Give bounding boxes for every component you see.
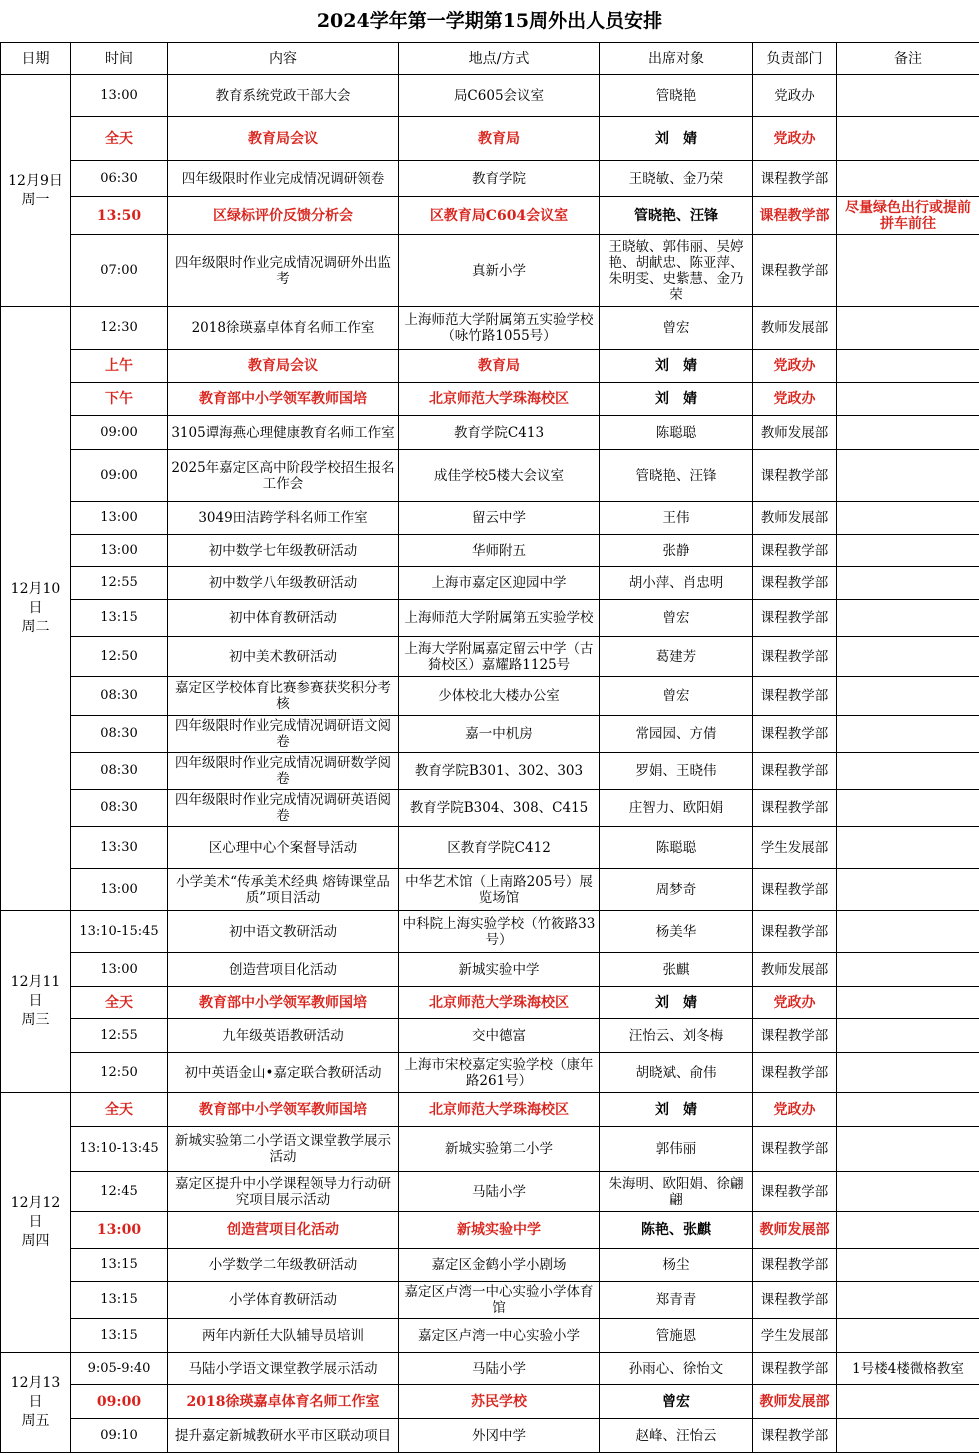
attendees-cell: 管晓艳 <box>600 75 753 117</box>
schedule-row <box>1 716 979 753</box>
place-cell: 区教育学院C412 <box>399 827 600 869</box>
attendees-cell: 赵峰、汪怡云 <box>600 1419 753 1453</box>
content-cell: 教育部中小学领军教师国培 <box>168 987 399 1019</box>
note-cell <box>837 117 979 161</box>
place-cell: 真新小学 <box>399 235 600 307</box>
time-cell: 09:00 <box>71 416 168 450</box>
dept-cell: 课程教学部 <box>753 1019 837 1053</box>
page-title: 2024学年第一学期第15周外出人员安排 <box>316 10 663 32</box>
schedule-row <box>1 987 979 1019</box>
dept-cell: 课程教学部 <box>753 911 837 953</box>
note-cell <box>837 987 979 1019</box>
content-cell: 提升嘉定新城教研水平市区联动项目 <box>168 1419 399 1453</box>
schedule-row <box>1 1319 979 1353</box>
place-cell: 教育局 <box>399 350 600 383</box>
schedule-row <box>1 953 979 987</box>
header-place: 地点/方式 <box>399 43 600 75</box>
content-cell: 3105谭海燕心理健康教育名师工作室 <box>168 416 399 450</box>
attendees-cell: 杨尘 <box>600 1249 753 1282</box>
header-row <box>1 43 979 75</box>
place-cell: 留云中学 <box>399 502 600 535</box>
schedule-row <box>1 383 979 416</box>
note-cell <box>837 567 979 600</box>
attendees-cell: 曾宏 <box>600 600 753 637</box>
dept-cell: 学生发展部 <box>753 827 837 869</box>
note-cell <box>837 161 979 197</box>
dept-cell: 党政办 <box>753 1093 837 1127</box>
note-cell <box>837 600 979 637</box>
place-cell: 教育学院C413 <box>399 416 600 450</box>
date-label: 12月11日 <box>10 974 61 1009</box>
dept-cell: 课程教学部 <box>753 753 837 790</box>
attendees-cell: 张麒 <box>600 953 753 987</box>
place-cell: 交中德富 <box>399 1019 600 1053</box>
schedule-row <box>1 1127 979 1172</box>
schedule-row <box>1 600 979 637</box>
time-cell: 13:10-13:45 <box>71 1127 168 1172</box>
note-cell <box>837 1385 979 1419</box>
dept-cell: 教师发展部 <box>753 1385 837 1419</box>
time-cell: 08:30 <box>71 677 168 716</box>
note-cell <box>837 1319 979 1353</box>
schedule-row <box>1 869 979 911</box>
note-cell <box>837 637 979 677</box>
attendees-cell: 胡小萍、肖忠明 <box>600 567 753 600</box>
header-note: 备注 <box>837 43 979 75</box>
content-cell: 教育系统党政干部大会 <box>168 75 399 117</box>
schedule-row <box>1 117 979 161</box>
date-cell <box>1 911 71 1093</box>
dept-cell: 课程教学部 <box>753 869 837 911</box>
attendees-cell: 管晓艳、汪锋 <box>600 197 753 235</box>
schedule-row <box>1 753 979 790</box>
dept-cell: 教师发展部 <box>753 502 837 535</box>
content-cell: 创造营项目化活动 <box>168 953 399 987</box>
place-cell: 上海大学附属嘉定留云中学（古猗校区）嘉耀路1125号 <box>399 637 600 677</box>
place-cell: 新城实验中学 <box>399 1212 600 1249</box>
schedule-row <box>1 790 979 827</box>
note-cell <box>837 1282 979 1319</box>
content-cell: 3049田洁跨学科名师工作室 <box>168 502 399 535</box>
attendees-cell: 刘 婧 <box>600 987 753 1019</box>
note-cell <box>837 677 979 716</box>
attendees-cell: 刘 婧 <box>600 1093 753 1127</box>
content-cell: 嘉定区提升中小学课程领导力行动研究项目展示活动 <box>168 1172 399 1212</box>
dept-cell: 党政办 <box>753 350 837 383</box>
schedule-row <box>1 1212 979 1249</box>
dept-cell: 课程教学部 <box>753 677 837 716</box>
attendees-cell: 庄智力、欧阳娟 <box>600 790 753 827</box>
attendees-cell: 王晓敏、郭伟丽、吴婷艳、胡献忠、陈亚萍、朱明雯、史紫慧、金乃荣 <box>600 235 753 307</box>
place-cell: 上海师范大学附属第五实验学校 <box>399 600 600 637</box>
content-cell: 初中英语金山•嘉定联合教研活动 <box>168 1053 399 1093</box>
content-cell: 初中美术教研活动 <box>168 637 399 677</box>
place-cell: 嘉定区卢湾一中心实验小学 <box>399 1319 600 1353</box>
content-cell: 初中语文教研活动 <box>168 911 399 953</box>
note-cell <box>837 450 979 502</box>
time-cell: 08:30 <box>71 753 168 790</box>
time-cell: 13:15 <box>71 1282 168 1319</box>
attendees-cell: 周梦奇 <box>600 869 753 911</box>
schedule-row <box>1 235 979 307</box>
attendees-cell: 管晓艳、汪锋 <box>600 450 753 502</box>
content-cell: 初中体育教研活动 <box>168 600 399 637</box>
note-cell <box>837 307 979 350</box>
date-label: 12月9日 <box>8 172 63 189</box>
attendees-cell: 曾宏 <box>600 307 753 350</box>
note-cell <box>837 953 979 987</box>
time-cell: 13:10-15:45 <box>71 911 168 953</box>
note-cell <box>837 1419 979 1453</box>
dept-cell: 课程教学部 <box>753 790 837 827</box>
place-cell: 华师附五 <box>399 535 600 567</box>
attendees-cell: 管施恩 <box>600 1319 753 1353</box>
schedule-row <box>1 535 979 567</box>
schedule-row <box>1 1282 979 1319</box>
place-cell: 嘉一中机房 <box>399 716 600 753</box>
note-cell <box>837 416 979 450</box>
place-cell: 马陆小学 <box>399 1172 600 1212</box>
time-cell: 13:00 <box>71 1212 168 1249</box>
attendees-cell: 胡晓斌、俞伟 <box>600 1053 753 1093</box>
time-cell: 12:55 <box>71 1019 168 1053</box>
dept-cell: 课程教学部 <box>753 1249 837 1282</box>
dept-cell: 课程教学部 <box>753 600 837 637</box>
note-cell <box>837 75 979 117</box>
attendees-cell: 汪怡云、刘冬梅 <box>600 1019 753 1053</box>
dept-cell: 课程教学部 <box>753 450 837 502</box>
dept-cell: 课程教学部 <box>753 1127 837 1172</box>
note-cell: 尽量绿色出行或提前拼车前往 <box>837 197 979 235</box>
attendees-cell: 郭伟丽 <box>600 1127 753 1172</box>
note-cell <box>837 911 979 953</box>
content-cell: 小学数学二年级教研活动 <box>168 1249 399 1282</box>
dept-cell: 课程教学部 <box>753 716 837 753</box>
place-cell: 嘉定区金鹤小学小剧场 <box>399 1249 600 1282</box>
header-time: 时间 <box>71 43 168 75</box>
dept-cell: 教师发展部 <box>753 307 837 350</box>
date-cell <box>1 307 71 911</box>
dept-cell: 教师发展部 <box>753 1212 837 1249</box>
content-cell: 四年级限时作业完成情况调研语文阅卷 <box>168 716 399 753</box>
time-cell: 13:15 <box>71 600 168 637</box>
place-cell: 区教育局C604会议室 <box>399 197 600 235</box>
time-cell: 13:00 <box>71 502 168 535</box>
place-cell: 中华艺术馆（上南路205号）展览场馆 <box>399 869 600 911</box>
schedule-row <box>1 1385 979 1419</box>
time-cell: 13:30 <box>71 827 168 869</box>
dept-cell: 课程教学部 <box>753 1353 837 1385</box>
note-cell <box>837 1127 979 1172</box>
attendees-cell: 葛建芳 <box>600 637 753 677</box>
time-cell: 12:45 <box>71 1172 168 1212</box>
attendees-cell: 杨美华 <box>600 911 753 953</box>
weekday-label: 周一 <box>21 191 50 208</box>
attendees-cell: 常园园、方倩 <box>600 716 753 753</box>
note-cell <box>837 502 979 535</box>
attendees-cell: 朱海明、欧阳娟、徐翩翩 <box>600 1172 753 1212</box>
date-cell <box>1 1353 71 1453</box>
place-cell: 马陆小学 <box>399 1353 600 1385</box>
place-cell: 教育学院B304、308、C415 <box>399 790 600 827</box>
attendees-cell: 郑青青 <box>600 1282 753 1319</box>
time-cell: 06:30 <box>71 161 168 197</box>
schedule-row <box>1 307 979 350</box>
attendees-cell: 陈聪聪 <box>600 416 753 450</box>
dept-cell: 党政办 <box>753 117 837 161</box>
time-cell: 12:50 <box>71 637 168 677</box>
schedule-body <box>1 75 979 1453</box>
dept-cell: 党政办 <box>753 383 837 416</box>
schedule-row <box>1 161 979 197</box>
content-cell: 2018徐瑛嘉卓体育名师工作室 <box>168 307 399 350</box>
note-cell <box>837 1053 979 1093</box>
time-cell: 13:00 <box>71 953 168 987</box>
content-cell: 九年级英语教研活动 <box>168 1019 399 1053</box>
attendees-cell: 曾宏 <box>600 1385 753 1419</box>
content-cell: 小学体育教研活动 <box>168 1282 399 1319</box>
date-label: 12月10日 <box>10 581 61 616</box>
date-label: 12月13日 <box>10 1375 61 1410</box>
content-cell: 2018徐瑛嘉卓体育名师工作室 <box>168 1385 399 1419</box>
content-cell: 四年级限时作业完成情况调研数学阅卷 <box>168 753 399 790</box>
place-cell: 嘉定区卢湾一中心实验小学体育馆 <box>399 1282 600 1319</box>
time-cell: 12:55 <box>71 567 168 600</box>
dept-cell: 党政办 <box>753 75 837 117</box>
schedule-row <box>1 567 979 600</box>
header-date: 日期 <box>1 43 71 75</box>
dept-cell: 课程教学部 <box>753 235 837 307</box>
time-cell: 上午 <box>71 350 168 383</box>
time-cell: 12:50 <box>71 1053 168 1093</box>
dept-cell: 课程教学部 <box>753 567 837 600</box>
weekday-label: 周五 <box>21 1413 50 1429</box>
time-cell: 09:00 <box>71 1385 168 1419</box>
date-label: 12月12日 <box>10 1195 61 1230</box>
place-cell: 苏民学校 <box>399 1385 600 1419</box>
note-cell <box>837 1249 979 1282</box>
content-cell: 两年内新任大队辅导员培训 <box>168 1319 399 1353</box>
time-cell: 全天 <box>71 987 168 1019</box>
schedule-row <box>1 911 979 953</box>
schedule-row <box>1 350 979 383</box>
attendees-cell: 罗娟、王晓伟 <box>600 753 753 790</box>
content-cell: 区心理中心个案督导活动 <box>168 827 399 869</box>
place-cell: 上海市嘉定区迎园中学 <box>399 567 600 600</box>
weekday-label: 周四 <box>21 1233 50 1249</box>
note-cell <box>837 716 979 753</box>
content-cell: 嘉定区学校体育比赛参赛获奖积分考核 <box>168 677 399 716</box>
place-cell: 北京师范大学珠海校区 <box>399 1093 600 1127</box>
header-content: 内容 <box>168 43 399 75</box>
time-cell: 下午 <box>71 383 168 416</box>
attendees-cell: 孙雨心、徐怡文 <box>600 1353 753 1385</box>
content-cell: 马陆小学语文课堂教学展示活动 <box>168 1353 399 1385</box>
place-cell: 教育局 <box>399 117 600 161</box>
weekday-label: 周三 <box>21 1012 50 1028</box>
attendees-cell: 张静 <box>600 535 753 567</box>
dept-cell: 课程教学部 <box>753 1419 837 1453</box>
time-cell: 全天 <box>71 117 168 161</box>
dept-cell: 教师发展部 <box>753 953 837 987</box>
place-cell: 新城实验第二小学 <box>399 1127 600 1172</box>
note-cell <box>837 1172 979 1212</box>
content-cell: 教育部中小学领军教师国培 <box>168 1093 399 1127</box>
schedule-row <box>1 450 979 502</box>
schedule-row <box>1 1172 979 1212</box>
content-cell: 四年级限时作业完成情况调研外出监考 <box>168 235 399 307</box>
time-cell: 全天 <box>71 1093 168 1127</box>
attendees-cell: 曾宏 <box>600 677 753 716</box>
dept-cell: 学生发展部 <box>753 1319 837 1353</box>
content-cell: 四年级限时作业完成情况调研英语阅卷 <box>168 790 399 827</box>
schedule-row <box>1 1419 979 1453</box>
dept-cell: 课程教学部 <box>753 161 837 197</box>
content-cell: 初中数学八年级教研活动 <box>168 567 399 600</box>
note-cell <box>837 827 979 869</box>
time-cell: 13:50 <box>71 197 168 235</box>
header-attendees: 出席对象 <box>600 43 753 75</box>
note-cell <box>837 1093 979 1127</box>
schedule-row <box>1 637 979 677</box>
schedule-row <box>1 75 979 117</box>
schedule-row <box>1 1249 979 1282</box>
dept-cell: 课程教学部 <box>753 535 837 567</box>
attendees-cell: 王晓敏、金乃荣 <box>600 161 753 197</box>
time-cell: 08:30 <box>71 716 168 753</box>
dept-cell: 课程教学部 <box>753 1053 837 1093</box>
place-cell: 北京师范大学珠海校区 <box>399 383 600 416</box>
content-cell: 初中数学七年级教研活动 <box>168 535 399 567</box>
place-cell: 外冈中学 <box>399 1419 600 1453</box>
schedule-row <box>1 1019 979 1053</box>
content-cell: 新城实验第二小学语文课堂教学展示活动 <box>168 1127 399 1172</box>
time-cell: 9:05-9:40 <box>71 1353 168 1385</box>
dept-cell: 党政办 <box>753 987 837 1019</box>
note-cell <box>837 869 979 911</box>
time-cell: 13:00 <box>71 75 168 117</box>
weekday-label: 周二 <box>21 619 50 635</box>
attendees-cell: 王伟 <box>600 502 753 535</box>
schedule-row <box>1 1093 979 1127</box>
time-cell: 13:00 <box>71 869 168 911</box>
attendees-cell: 刘 婧 <box>600 350 753 383</box>
time-cell: 09:10 <box>71 1419 168 1453</box>
time-cell: 08:30 <box>71 790 168 827</box>
attendees-cell: 陈艳、张麒 <box>600 1212 753 1249</box>
place-cell: 少体校北大楼办公室 <box>399 677 600 716</box>
note-cell: 1号楼4楼微格教室 <box>837 1353 979 1385</box>
place-cell: 教育学院B301、302、303 <box>399 753 600 790</box>
place-cell: 新城实验中学 <box>399 953 600 987</box>
schedule-row <box>1 677 979 716</box>
time-cell: 13:15 <box>71 1249 168 1282</box>
dept-cell: 课程教学部 <box>753 637 837 677</box>
place-cell: 教育学院 <box>399 161 600 197</box>
schedule-row <box>1 1053 979 1093</box>
content-cell: 区绿标评价反馈分析会 <box>168 197 399 235</box>
content-cell: 创造营项目化活动 <box>168 1212 399 1249</box>
schedule-row <box>1 1353 979 1385</box>
attendees-cell: 陈聪聪 <box>600 827 753 869</box>
content-cell: 教育部中小学领军教师国培 <box>168 383 399 416</box>
schedule-row <box>1 502 979 535</box>
place-cell: 局C605会议室 <box>399 75 600 117</box>
time-cell: 13:15 <box>71 1319 168 1353</box>
content-cell: 2025年嘉定区高中阶段学校招生报名工作会 <box>168 450 399 502</box>
dept-cell: 课程教学部 <box>753 197 837 235</box>
attendees-cell: 刘 婧 <box>600 117 753 161</box>
note-cell <box>837 753 979 790</box>
dept-cell: 教师发展部 <box>753 416 837 450</box>
content-cell: 教育局会议 <box>168 117 399 161</box>
note-cell <box>837 235 979 307</box>
note-cell <box>837 383 979 416</box>
dept-cell: 课程教学部 <box>753 1282 837 1319</box>
header-dept: 负责部门 <box>753 43 837 75</box>
time-cell: 13:00 <box>71 535 168 567</box>
note-cell <box>837 535 979 567</box>
schedule-table <box>0 42 979 1453</box>
content-cell: 教育局会议 <box>168 350 399 383</box>
date-cell <box>1 1093 71 1353</box>
schedule-row <box>1 416 979 450</box>
place-cell: 中科院上海实验学校（竹筱路33号） <box>399 911 600 953</box>
place-cell: 北京师范大学珠海校区 <box>399 987 600 1019</box>
note-cell <box>837 1212 979 1249</box>
place-cell: 上海师范大学附属第五实验学校（咏竹路1055号） <box>399 307 600 350</box>
time-cell: 07:00 <box>71 235 168 307</box>
content-cell: 小学美术“传承美术经典 熔铸课堂品质”项目活动 <box>168 869 399 911</box>
place-cell: 成佳学校5楼大会议室 <box>399 450 600 502</box>
time-cell: 12:30 <box>71 307 168 350</box>
note-cell <box>837 1019 979 1053</box>
date-cell <box>1 75 71 307</box>
content-cell: 四年级限时作业完成情况调研领卷 <box>168 161 399 197</box>
dept-cell: 课程教学部 <box>753 1172 837 1212</box>
schedule-row <box>1 827 979 869</box>
schedule-row <box>1 197 979 235</box>
time-cell: 09:00 <box>71 450 168 502</box>
attendees-cell: 刘 婧 <box>600 383 753 416</box>
note-cell <box>837 790 979 827</box>
place-cell: 上海市宋校嘉定实验学校（康年路261号） <box>399 1053 600 1093</box>
note-cell <box>837 350 979 383</box>
